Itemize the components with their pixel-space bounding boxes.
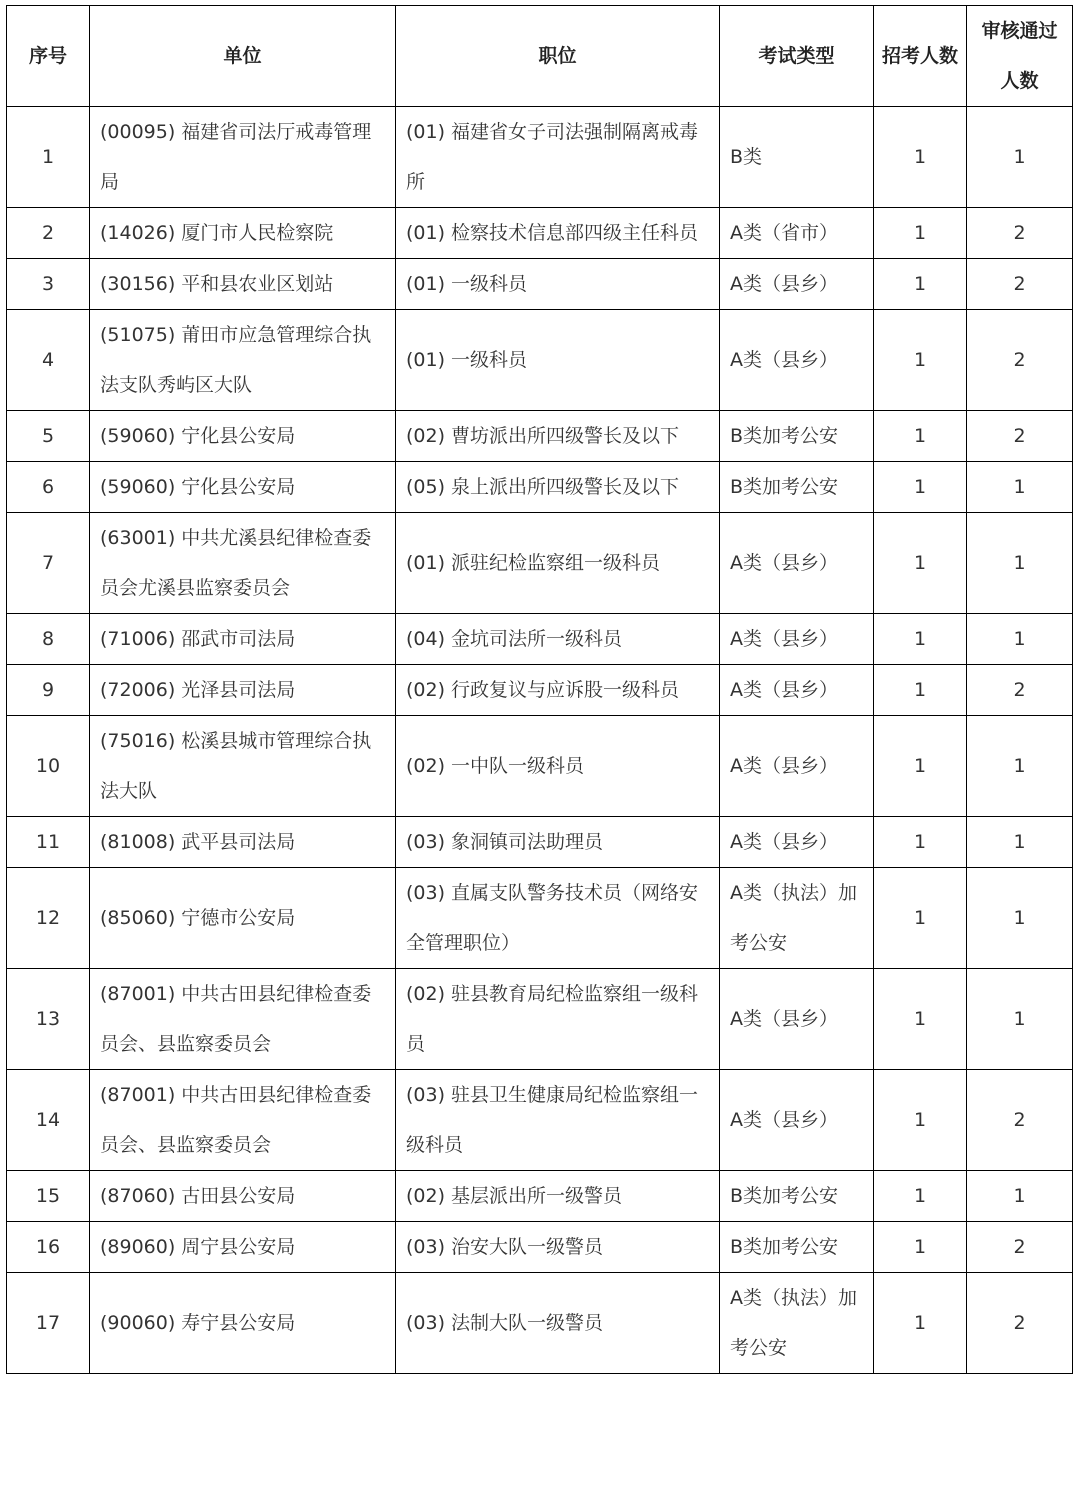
cell-position: (01) 一级科员 <box>396 310 720 411</box>
cell-quota: 1 <box>874 310 967 411</box>
cell-position: (01) 一级科员 <box>396 259 720 310</box>
table-row <box>7 1273 1073 1374</box>
cell-passed: 1 <box>967 817 1073 868</box>
cell-no: 17 <box>7 1273 90 1374</box>
cell-no: 1 <box>7 107 90 208</box>
cell-position: (03) 治安大队一级警员 <box>396 1222 720 1273</box>
table-row <box>7 1070 1073 1171</box>
cell-quota: 1 <box>874 513 967 614</box>
cell-no: 12 <box>7 868 90 969</box>
table-row <box>7 1171 1073 1222</box>
cell-exam-type: B类加考公安 <box>720 411 874 462</box>
cell-exam-type: A类（县乡） <box>720 310 874 411</box>
cell-quota: 1 <box>874 1222 967 1273</box>
table-header-row <box>7 6 1073 107</box>
cell-quota: 1 <box>874 817 967 868</box>
cell-quota: 1 <box>874 1070 967 1171</box>
cell-passed: 2 <box>967 259 1073 310</box>
cell-no: 14 <box>7 1070 90 1171</box>
cell-exam-type: B类加考公安 <box>720 1171 874 1222</box>
table-row <box>7 817 1073 868</box>
cell-unit: (14026) 厦门市人民检察院 <box>90 208 396 259</box>
cell-unit: (71006) 邵武市司法局 <box>90 614 396 665</box>
cell-unit: (85060) 宁德市公安局 <box>90 868 396 969</box>
cell-no: 16 <box>7 1222 90 1273</box>
cell-quota: 1 <box>874 462 967 513</box>
cell-position: (01) 派驻纪检监察组一级科员 <box>396 513 720 614</box>
cell-unit: (75016) 松溪县城市管理综合执法大队 <box>90 716 396 817</box>
cell-exam-type: A类（县乡） <box>720 513 874 614</box>
cell-passed: 2 <box>967 1273 1073 1374</box>
cell-exam-type: B类 <box>720 107 874 208</box>
cell-exam-type: A类（县乡） <box>720 969 874 1070</box>
cell-no: 2 <box>7 208 90 259</box>
cell-unit: (59060) 宁化县公安局 <box>90 462 396 513</box>
table-row <box>7 462 1073 513</box>
cell-position: (01) 福建省女子司法强制隔离戒毒所 <box>396 107 720 208</box>
cell-exam-type: A类（县乡） <box>720 665 874 716</box>
header-passed: 审核通过人数 <box>967 6 1073 107</box>
cell-unit: (63001) 中共尤溪县纪律检查委员会尤溪县监察委员会 <box>90 513 396 614</box>
cell-unit: (59060) 宁化县公安局 <box>90 411 396 462</box>
cell-exam-type: B类加考公安 <box>720 1222 874 1273</box>
cell-exam-type: A类（县乡） <box>720 259 874 310</box>
cell-passed: 1 <box>967 513 1073 614</box>
cell-quota: 1 <box>874 411 967 462</box>
cell-position: (03) 直属支队警务技术员（网络安全管理职位） <box>396 868 720 969</box>
cell-no: 9 <box>7 665 90 716</box>
cell-exam-type: A类（执法）加考公安 <box>720 868 874 969</box>
cell-passed: 2 <box>967 1070 1073 1171</box>
header-quota: 招考人数 <box>874 6 967 107</box>
cell-quota: 1 <box>874 868 967 969</box>
cell-passed: 1 <box>967 614 1073 665</box>
cell-passed: 1 <box>967 716 1073 817</box>
table-row <box>7 665 1073 716</box>
cell-position: (02) 行政复议与应诉股一级科员 <box>396 665 720 716</box>
cell-position: (04) 金坑司法所一级科员 <box>396 614 720 665</box>
cell-passed: 2 <box>967 665 1073 716</box>
table-row <box>7 107 1073 208</box>
cell-unit: (87060) 古田县公安局 <box>90 1171 396 1222</box>
cell-passed: 1 <box>967 462 1073 513</box>
cell-no: 11 <box>7 817 90 868</box>
cell-unit: (81008) 武平县司法局 <box>90 817 396 868</box>
cell-passed: 1 <box>967 969 1073 1070</box>
cell-no: 13 <box>7 969 90 1070</box>
cell-unit: (51075) 莆田市应急管理综合执法支队秀屿区大队 <box>90 310 396 411</box>
cell-position: (02) 驻县教育局纪检监察组一级科员 <box>396 969 720 1070</box>
table-row <box>7 716 1073 817</box>
cell-passed: 2 <box>967 310 1073 411</box>
cell-no: 4 <box>7 310 90 411</box>
cell-quota: 1 <box>874 716 967 817</box>
table-row <box>7 411 1073 462</box>
cell-position: (02) 曹坊派出所四级警长及以下 <box>396 411 720 462</box>
cell-passed: 1 <box>967 1171 1073 1222</box>
cell-unit: (72006) 光泽县司法局 <box>90 665 396 716</box>
cell-unit: (00095) 福建省司法厅戒毒管理局 <box>90 107 396 208</box>
table-row <box>7 1222 1073 1273</box>
cell-exam-type: A类（县乡） <box>720 716 874 817</box>
cell-quota: 1 <box>874 1171 967 1222</box>
header-exam-type: 考试类型 <box>720 6 874 107</box>
cell-position: (05) 泉上派出所四级警长及以下 <box>396 462 720 513</box>
cell-passed: 2 <box>967 208 1073 259</box>
cell-position: (03) 驻县卫生健康局纪检监察组一级科员 <box>396 1070 720 1171</box>
table-row <box>7 614 1073 665</box>
table-row <box>7 259 1073 310</box>
table-row <box>7 208 1073 259</box>
table-row <box>7 868 1073 969</box>
cell-position: (03) 法制大队一级警员 <box>396 1273 720 1374</box>
cell-exam-type: A类（县乡） <box>720 614 874 665</box>
cell-position: (02) 基层派出所一级警员 <box>396 1171 720 1222</box>
cell-position: (01) 检察技术信息部四级主任科员 <box>396 208 720 259</box>
cell-unit: (89060) 周宁县公安局 <box>90 1222 396 1273</box>
cell-no: 15 <box>7 1171 90 1222</box>
table-row <box>7 969 1073 1070</box>
cell-quota: 1 <box>874 1273 967 1374</box>
cell-exam-type: B类加考公安 <box>720 462 874 513</box>
cell-no: 7 <box>7 513 90 614</box>
candidate-review-table <box>6 5 1073 1374</box>
cell-exam-type: A类（执法）加考公安 <box>720 1273 874 1374</box>
cell-quota: 1 <box>874 208 967 259</box>
cell-quota: 1 <box>874 614 967 665</box>
cell-unit: (90060) 寿宁县公安局 <box>90 1273 396 1374</box>
cell-no: 10 <box>7 716 90 817</box>
cell-unit: (87001) 中共古田县纪律检查委员会、县监察委员会 <box>90 969 396 1070</box>
cell-quota: 1 <box>874 665 967 716</box>
cell-position: (03) 象洞镇司法助理员 <box>396 817 720 868</box>
cell-exam-type: A类（县乡） <box>720 817 874 868</box>
cell-passed: 2 <box>967 411 1073 462</box>
cell-unit: (30156) 平和县农业区划站 <box>90 259 396 310</box>
cell-unit: (87001) 中共古田县纪律检查委员会、县监察委员会 <box>90 1070 396 1171</box>
cell-no: 8 <box>7 614 90 665</box>
cell-exam-type: A类（省市） <box>720 208 874 259</box>
cell-exam-type: A类（县乡） <box>720 1070 874 1171</box>
table-row <box>7 513 1073 614</box>
cell-position: (02) 一中队一级科员 <box>396 716 720 817</box>
cell-quota: 1 <box>874 969 967 1070</box>
cell-passed: 1 <box>967 107 1073 208</box>
table-row <box>7 310 1073 411</box>
cell-no: 3 <box>7 259 90 310</box>
header-no: 序号 <box>7 6 90 107</box>
cell-no: 6 <box>7 462 90 513</box>
cell-passed: 2 <box>967 1222 1073 1273</box>
cell-passed: 1 <box>967 868 1073 969</box>
header-position: 职位 <box>396 6 720 107</box>
document-page <box>6 5 1073 1374</box>
cell-no: 5 <box>7 411 90 462</box>
header-unit: 单位 <box>90 6 396 107</box>
cell-quota: 1 <box>874 259 967 310</box>
cell-quota: 1 <box>874 107 967 208</box>
